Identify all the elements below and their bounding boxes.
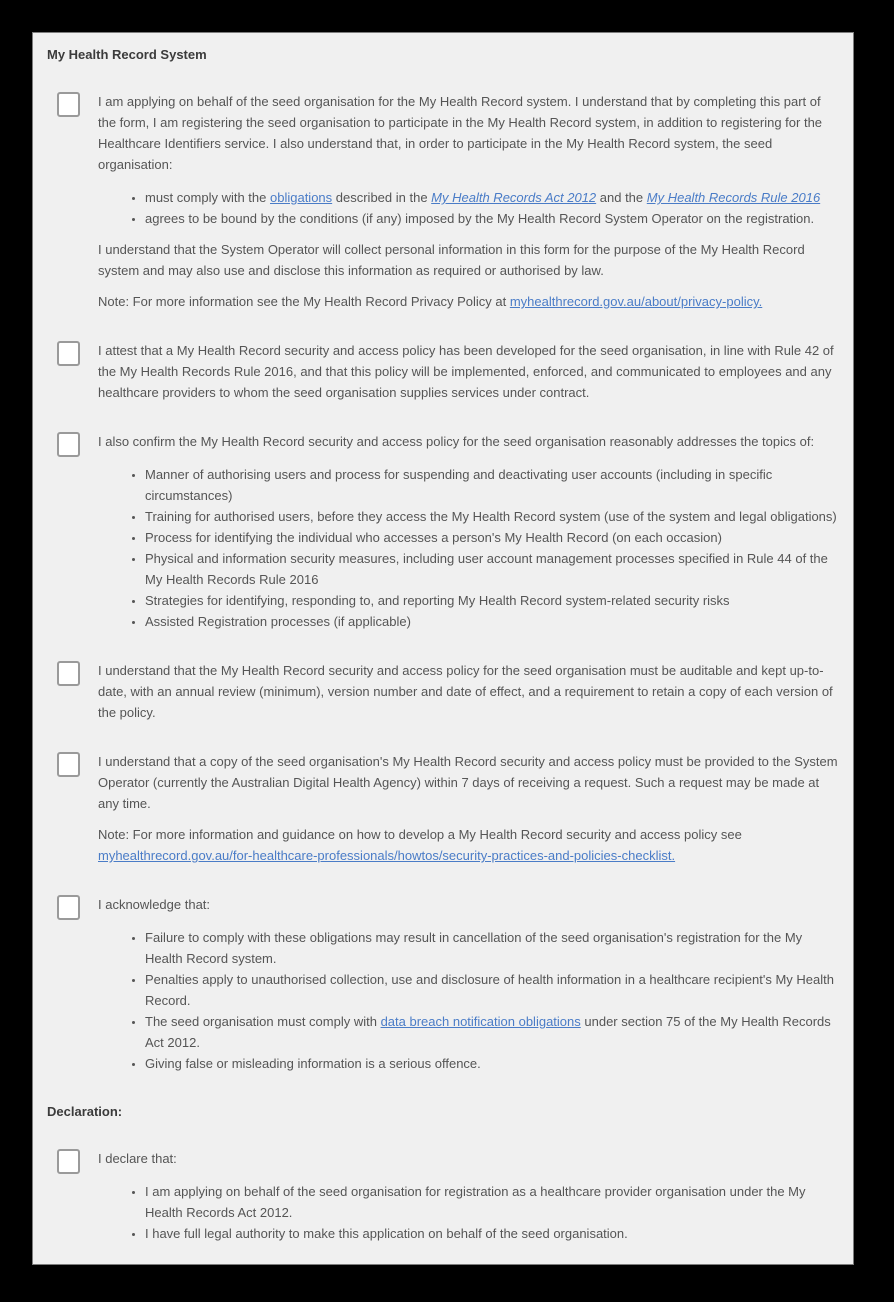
text-run: Giving false or misleading information is a serious offence. [145, 1056, 481, 1071]
text-run: The seed organisation must comply with [145, 1014, 381, 1029]
bullet-item [145, 611, 841, 632]
bullet-list [98, 927, 841, 1074]
checkbox-item [57, 751, 841, 866]
item-content [98, 431, 841, 632]
paragraph [98, 660, 841, 723]
text-run: Physical and information security measures, including user account management processes specified in Rule 44 of the My Health Records Rule 2016 [145, 551, 828, 587]
paragraph [98, 431, 841, 452]
text-run: Assisted Registration processes (if applicable) [145, 614, 411, 629]
paragraph [98, 239, 841, 281]
checkbox[interactable] [57, 895, 80, 920]
inline-link[interactable]: data breach notification obligations [380, 1014, 581, 1029]
item-content [98, 91, 841, 312]
text-run: Strategies for identifying, responding to, and reporting My Health Record system-related security risks [145, 593, 730, 608]
bullet-item [145, 548, 841, 590]
paragraph [98, 1148, 841, 1169]
text-run: I have full legal authority to make this application on behalf of the seed organisation. [145, 1226, 628, 1241]
bullet-item [145, 969, 841, 1011]
bullet-item [145, 927, 841, 969]
form-panel [32, 32, 854, 1265]
checkbox-item [57, 431, 841, 632]
checkbox[interactable] [57, 661, 80, 686]
checkbox-item [57, 894, 841, 1074]
paragraph [98, 340, 841, 403]
text-run: described in the [332, 190, 432, 205]
inline-link[interactable]: My Health Records Act 2012 [431, 190, 597, 205]
bullet-item [145, 464, 841, 506]
bullet-item [145, 1053, 841, 1074]
section-heading: Declaration: [47, 1104, 123, 1119]
text-run: I understand that the System Operator will collect personal information in this form for the purpose of the My Health Record system and may also use and disclose this information as required or authorised by law. [98, 242, 805, 278]
checkbox-item [57, 660, 841, 723]
paragraph [98, 751, 841, 814]
checkbox[interactable] [57, 341, 80, 366]
note-paragraph [98, 291, 841, 312]
item-content [98, 751, 841, 866]
text-run: I understand that a copy of the seed organisation's My Health Record security and access policy must be provided to the System Operator (currently the Australian Digital Health Agency) within 7 days of receiving a request. Such a request may be made at any time. [98, 754, 838, 811]
text-run: Note: For more information see the My Health Record Privacy Policy at [98, 294, 510, 309]
bullet-list [98, 1181, 841, 1244]
bullet-list [98, 464, 841, 632]
checkbox[interactable] [57, 92, 80, 117]
text-run: Process for identifying the individual who accesses a person's My Health Record (on each occasion) [145, 530, 722, 545]
text-run: I attest that a My Health Record security and access policy has been developed for the seed organisation, in line with Rule 42 of the My Health Records Rule 2016, and that this policy will be implemented, enforced, and communicated to employees and any healthcare providers to whom the seed organisation supplies services under contract. [98, 343, 834, 400]
bullet-item [145, 590, 841, 611]
bullet-item [145, 1011, 841, 1053]
inline-link[interactable]: My Health Records Rule 2016 [646, 190, 821, 205]
checkbox-item [57, 91, 841, 312]
checkbox[interactable] [57, 752, 80, 777]
text-run: Failure to comply with these obligations may result in cancellation of the seed organisation's registration for the My Health Record system. [145, 930, 803, 966]
text-run: I acknowledge that: [98, 897, 211, 912]
note-paragraph [98, 824, 841, 866]
paragraph [98, 894, 841, 915]
paragraph [98, 91, 841, 175]
text-run: and the [596, 190, 647, 205]
checkbox[interactable] [57, 1149, 80, 1174]
bullet-item [145, 1181, 841, 1223]
inline-link[interactable]: obligations [270, 190, 333, 205]
checkbox-item [57, 340, 841, 403]
text-run: Note: For more information and guidance on how to develop a My Health Record security and access policy see [98, 827, 742, 842]
text-run: must comply with the [145, 190, 270, 205]
item-content [98, 660, 841, 723]
bullet-item [145, 208, 841, 229]
section-heading: My Health Record System [47, 47, 207, 62]
item-content [98, 340, 841, 403]
text-run: I understand that the My Health Record security and access policy for the seed organisation must be auditable and kept up-to-date, with an annual review (minimum), version number and date of effect, and a requirement to retain a copy of each version of the policy. [98, 663, 833, 720]
bullet-item [145, 506, 841, 527]
item-content [98, 1148, 841, 1244]
inline-link[interactable]: myhealthrecord.gov.au/about/privacy-policy. [509, 294, 763, 309]
text-run: Training for authorised users, before they access the My Health Record system (use of the system and legal obligations) [145, 509, 837, 524]
bullet-item [145, 527, 841, 548]
text-run: Penalties apply to unauthorised collection, use and disclosure of health information in a healthcare recipient's My Health Record. [145, 972, 834, 1008]
text-run: I also confirm the My Health Record security and access policy for the seed organisation reasonably addresses the topics of: [98, 434, 815, 449]
bullet-item [145, 1223, 841, 1244]
checkbox-item [57, 1148, 841, 1244]
inline-link[interactable]: myhealthrecord.gov.au/for-healthcare-professionals/howtos/security-practices-and-policies-checklist. [98, 848, 676, 863]
text-run: I am applying on behalf of the seed organisation for the My Health Record system. I understand that by completing this part of the form, I am registering the seed organisation to participate in the My Health Record system, in addition to registering for the Healthcare Identifiers service. I also understand that, in order to participate in the My Health Record system, the seed organisation: [98, 94, 823, 172]
text-run: agrees to be bound by the conditions (if any) imposed by the My Health Record System Operator on the registration. [145, 211, 815, 226]
text-run: under section 75 of the My Health Records Act 2012. [145, 1014, 831, 1050]
text-run: I declare that: [98, 1151, 177, 1166]
text-run: Manner of authorising users and process for suspending and deactivating user accounts (including in specific circumstances) [145, 467, 773, 503]
text-run: I am applying on behalf of the seed organisation for registration as a healthcare provider organisation under the My Health Records Act 2012. [145, 1184, 806, 1220]
item-content [98, 894, 841, 1074]
bullet-item [145, 187, 841, 208]
bullet-list [98, 187, 841, 229]
checkbox[interactable] [57, 432, 80, 457]
